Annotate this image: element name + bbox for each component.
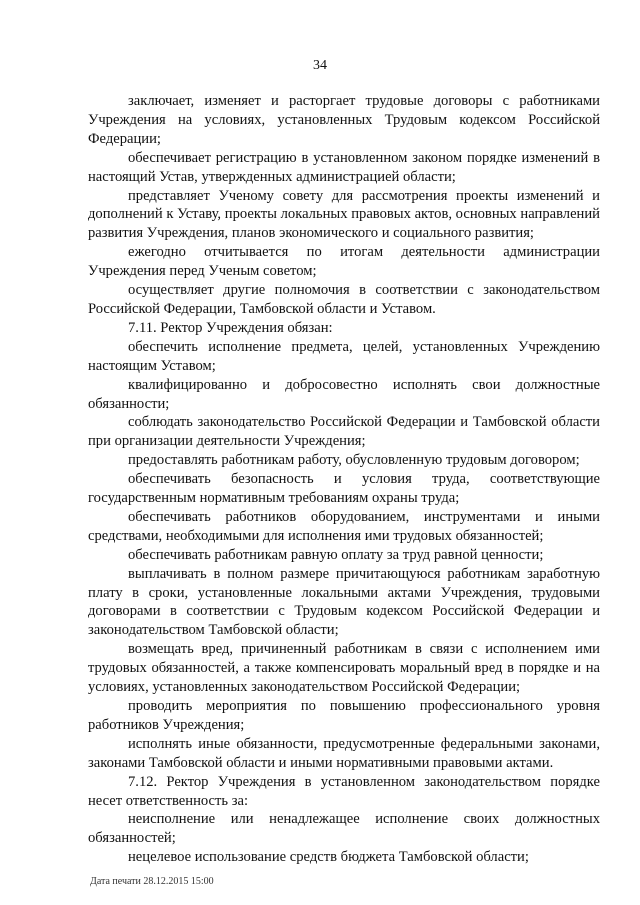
paragraph: нецелевое использование средств бюджета Тамбовской области; [128, 849, 529, 866]
paragraph: соблюдать законодательство Российской Федерации и Тамбовской области при организации деятельности Учреждения; [88, 414, 600, 450]
paragraph: обеспечить исполнение предмета, целей, установленных Учреждению настоящим Уставом; [88, 338, 600, 374]
paragraph: исполнять иные обязанности, предусмотренные федеральными законами, законами Тамбовской области и иными нормативными правовыми актами. [88, 735, 600, 771]
paragraph: ежегодно отчитывается по итогам деятельности администрации Учреждения перед Ученым советом; [88, 244, 600, 280]
paragraph: квалифицированно и добросовестно исполнять свои должностные обязанности; [88, 376, 600, 412]
paragraph: неисполнение или ненадлежащее исполнение своих должностных обязанностей; [88, 811, 600, 847]
page-number: 34 [313, 58, 327, 73]
paragraph: осуществляет другие полномочия в соответствии с законодательством Российской Федерации, Тамбовской области и Уставом. [88, 282, 600, 317]
paragraph: предоставлять работникам работу, обусловленную трудовым договором; [128, 452, 580, 469]
paragraph: обеспечивает регистрацию в установленном законом порядке изменений в настоящий Устав, утвержденных администрацией области; [88, 149, 600, 185]
print-date-footer: Дата печати 28.12.2015 15:00 [90, 876, 214, 887]
paragraph: проводить мероприятия по повышению профессионального уровня работников Учреждения; [88, 698, 600, 733]
paragraph: заключает, изменяет и расторгает трудовые договоры с работниками Учреждения на условиях, установленных Трудовым кодексом Российской Федерации; [88, 93, 600, 147]
paragraph: обеспечивать работникам равную оплату за труд равной ценности; [128, 546, 544, 563]
paragraph: представляет Ученому совету для рассмотрения проекты изменений и дополнений к Уставу, проекты локальных правовых актов, основных направлений развития Учреждения, планов экономического и социального развития; [88, 187, 600, 242]
paragraph: выплачивать в полном размере причитающуюся работникам заработную плату в сроки, установленные локальными актами Учреждения, трудовыми договорами в соответствии с Трудовым кодексом Российской Федерации и законодательством Тамбовской области; [88, 565, 600, 639]
section-heading-7-12: 7.12. Ректор Учреждения в установленном законодательством порядке несет ответственность за: [88, 773, 600, 809]
paragraph: возмещать вред, причиненный работникам в связи с исполнением ими трудовых обязанностей, а также компенсировать моральный вред в порядке и на условиях, установленных законодательством Российской Федерации; [88, 641, 600, 696]
paragraph: обеспечивать работников оборудованием, инструментами и иными средствами, необходимыми для исполнения ими трудовых обязанностей; [88, 508, 600, 544]
paragraph: обеспечивать безопасность и условия труда, соответствующие государственным нормативным требованиям охраны труда; [88, 471, 600, 507]
section-heading-7-11: 7.11. Ректор Учреждения обязан: [128, 319, 333, 336]
document-body [88, 92, 600, 867]
